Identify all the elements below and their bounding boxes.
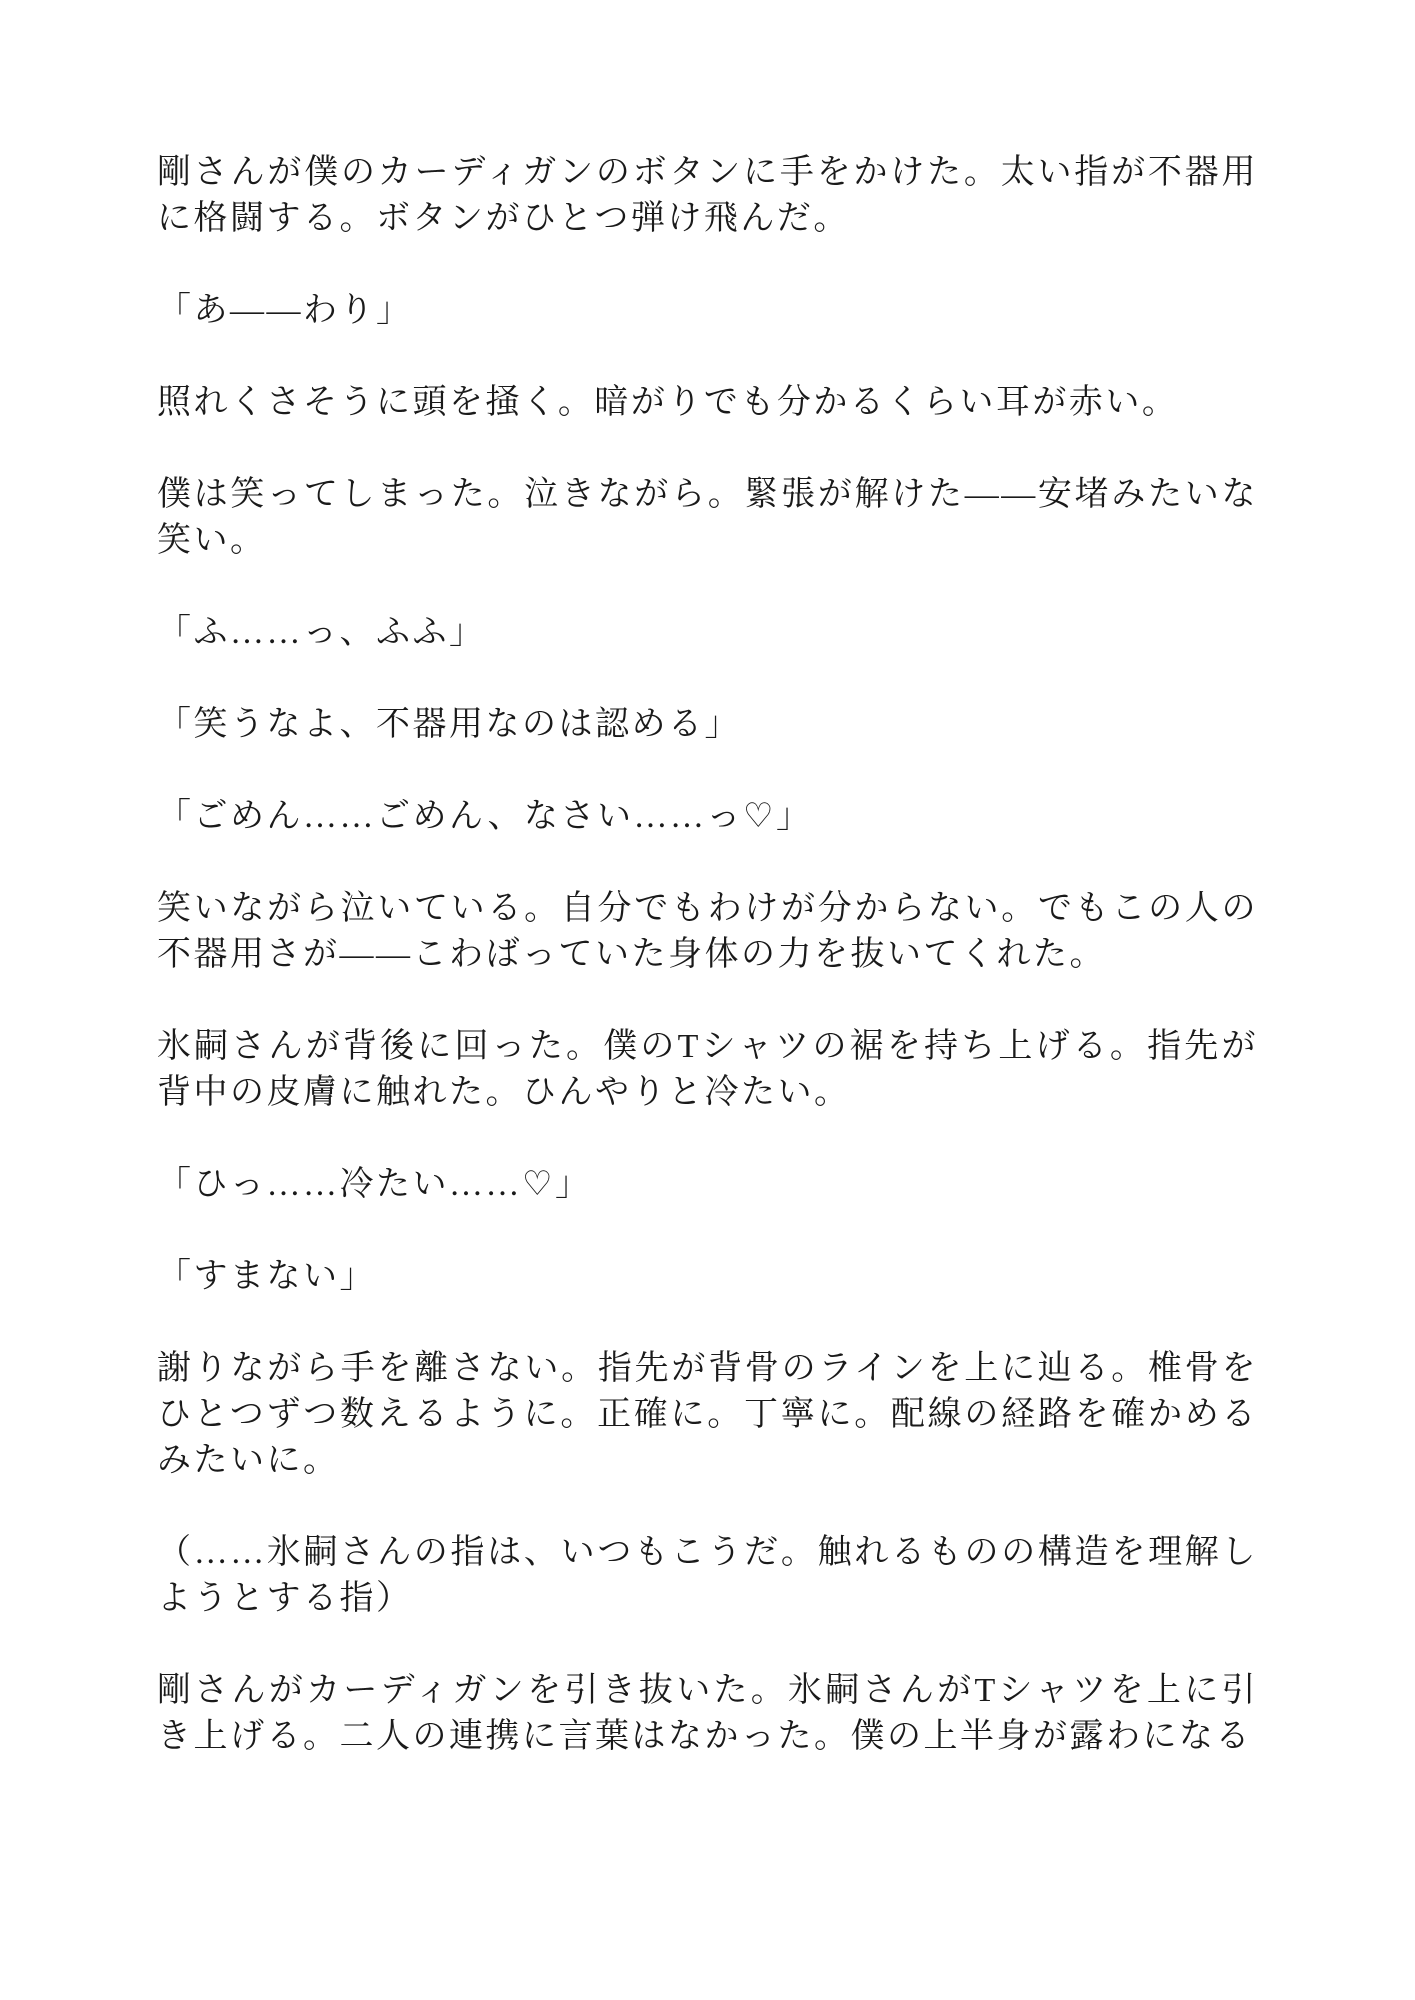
dialogue-line: 「すまない」 — [157, 1258, 376, 1295]
narration-paragraph: 剛さんがカーディガンを引き抜いた。氷嗣さんがTシャツを上に引き上げる。二人の連携に言葉はなかった。僕の上半身が露わになる — [157, 1672, 1258, 1755]
dialogue-line: 「笑うなよ、不器用なのは認める」 — [157, 706, 741, 743]
narration-paragraph: 謝りながら手を離さない。指先が背骨のラインを上に辿る。椎骨をひとつずつ数えるように。正確に。丁寧に。配線の経路を確かめるみたいに。 — [157, 1350, 1258, 1479]
inner-thought-paragraph: （……氷嗣さんの指は、いつもこうだ。触れるものの構造を理解しようとする指） — [157, 1534, 1258, 1617]
narration-paragraph: 氷嗣さんが背後に回った。僕のTシャツの裾を持ち上げる。指先が背中の皮膚に触れた。ひんやりと冷たい。 — [157, 1028, 1258, 1111]
dialogue-line: 「ひっ……冷たい……♡」 — [157, 1166, 592, 1203]
dialogue-line: 「あ——わり」 — [157, 292, 413, 329]
narration-paragraph: 剛さんが僕のカーディガンのボタンに手をかけた。太い指が不器用に格闘する。ボタンがひとつ弾け飛んだ。 — [157, 154, 1258, 237]
dialogue-line: 「ごめん……ごめん、なさい……っ♡」 — [157, 798, 813, 835]
narration-paragraph: 僕は笑ってしまった。泣きながら。緊張が解けた——安堵みたいな笑い。 — [157, 476, 1258, 559]
story-text-block — [157, 150, 1258, 1760]
narration-paragraph: 笑いながら泣いている。自分でもわけが分からない。でもこの人の不器用さが——こわばっていた身体の力を抜いてくれた。 — [157, 890, 1258, 973]
dialogue-line: 「ふ……っ、ふふ」 — [157, 614, 486, 651]
narration-paragraph: 照れくさそうに頭を掻く。暗がりでも分かるくらい耳が赤い。 — [157, 384, 1179, 421]
